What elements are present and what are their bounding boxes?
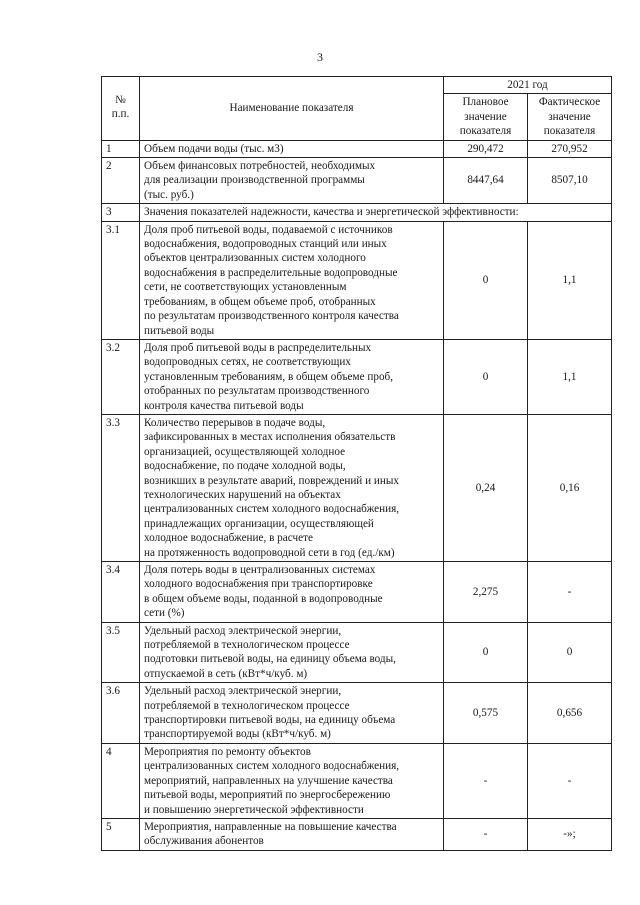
row-number: 1 xyxy=(102,140,140,157)
header-year: 2021 год xyxy=(444,77,612,94)
table-row xyxy=(102,414,612,561)
table-body xyxy=(102,140,612,850)
table-row xyxy=(102,204,612,221)
row-indicator-name: Объем финансовых потребностей, необходимых для реализации производственной программы (тыс. руб.) xyxy=(140,158,444,204)
row-planned-value: 2,275 xyxy=(444,562,528,623)
row-number: 4 xyxy=(102,743,140,818)
row-number: 3.5 xyxy=(102,622,140,683)
row-actual-value: 8507,10 xyxy=(528,158,612,204)
row-indicator-name: Количество перерывов в подаче воды, зафиксированных в местах исполнения обязательств организацией, осуществляющей холодное водоснабжение, по подаче холодной воды, возникших в результате аварий, повреждений и иных технологических нарушений на объектах централизованных систем холодного водоснабжения, принадлежащих организации, осуществляющей холодное водоснабжение, в расчете на протяженность водопроводной сети в год (ед./км) xyxy=(140,414,444,561)
row-planned-value: 0,575 xyxy=(444,683,528,744)
row-planned-value: 0 xyxy=(444,221,528,339)
row-planned-value: 0 xyxy=(444,339,528,414)
row-number: 5 xyxy=(102,818,140,850)
table-row xyxy=(102,683,612,744)
row-number: 2 xyxy=(102,158,140,204)
table-row xyxy=(102,622,612,683)
row-actual-value: 1,1 xyxy=(528,221,612,339)
row-actual-value: 0,16 xyxy=(528,414,612,561)
row-actual-value: 0 xyxy=(528,622,612,683)
table-header xyxy=(102,77,612,141)
row-planned-value: - xyxy=(444,743,528,818)
row-indicator-name: Доля проб питьевой воды, подаваемой с источников водоснабжения, водопроводных станций или иных объектов централизованных систем холодного водоснабжения в распределительные водопроводные сети, не соответствующих установленным требованиям, в общем объеме проб, отобранных по результатам производственного контроля качества питьевой воды xyxy=(140,221,444,339)
table-row xyxy=(102,562,612,623)
row-planned-value: 290,472 xyxy=(444,140,528,157)
row-actual-value: - xyxy=(528,562,612,623)
table-row xyxy=(102,158,612,204)
row-number: 3.1 xyxy=(102,221,140,339)
row-indicator-name: Значения показателей надежности, качества и энергетической эффективности: xyxy=(140,204,612,221)
header-actual: Фактическое значение показателя xyxy=(528,94,612,140)
header-planned: Плановое значение показателя xyxy=(444,94,528,140)
row-indicator-name: Объем подачи воды (тыс. м3) xyxy=(140,140,444,157)
table-row xyxy=(102,140,612,157)
table-row xyxy=(102,818,612,850)
indicators-table xyxy=(101,76,612,851)
row-actual-value: 270,952 xyxy=(528,140,612,157)
row-actual-value: -»; xyxy=(528,818,612,850)
row-number: 3.2 xyxy=(102,339,140,414)
table-row xyxy=(102,221,612,339)
row-planned-value: 8447,64 xyxy=(444,158,528,204)
row-number: 3.4 xyxy=(102,562,140,623)
header-no: № п.п. xyxy=(102,77,140,141)
row-planned-value: 0 xyxy=(444,622,528,683)
row-indicator-name: Удельный расход электрической энергии, потребляемой в технологическом процессе подготовки питьевой воды, на единицу объема воды, отпускаемой в сеть (кВт*ч/куб. м) xyxy=(140,622,444,683)
header-name: Наименование показателя xyxy=(140,77,444,141)
row-actual-value: 0,656 xyxy=(528,683,612,744)
row-indicator-name: Мероприятия, направленные на повышение качества обслуживания абонентов xyxy=(140,818,444,850)
table-row xyxy=(102,743,612,818)
row-number: 3.6 xyxy=(102,683,140,744)
row-indicator-name: Доля потерь воды в централизованных системах холодного водоснабжения при транспортировке в общем объеме воды, поданной в водопроводные сети (%) xyxy=(140,562,444,623)
row-number: 3 xyxy=(102,204,140,221)
row-indicator-name: Доля проб питьевой воды в распределительных водопроводных сетях, не соответствующих установленным требованиям, в общем объеме проб, отобранных по результатам производственного контроля качества питьевой воды xyxy=(140,339,444,414)
row-indicator-name: Удельный расход электрической энергии, потребляемой в технологическом процессе транспортировки питьевой воды, на единицу объема транспортируемой воды (кВт*ч/куб. м) xyxy=(140,683,444,744)
row-planned-value: - xyxy=(444,818,528,850)
table-row xyxy=(102,339,612,414)
page-number: 3 xyxy=(317,50,323,64)
row-actual-value: - xyxy=(528,743,612,818)
row-number: 3.3 xyxy=(102,414,140,561)
row-indicator-name: Мероприятия по ремонту объектов централизованных систем холодного водоснабжения, мероприятий, направленных на улучшение качества питьевой воды, мероприятий по энергосбережению и повышению энергетической эффективности xyxy=(140,743,444,818)
row-planned-value: 0,24 xyxy=(444,414,528,561)
row-actual-value: 1,1 xyxy=(528,339,612,414)
